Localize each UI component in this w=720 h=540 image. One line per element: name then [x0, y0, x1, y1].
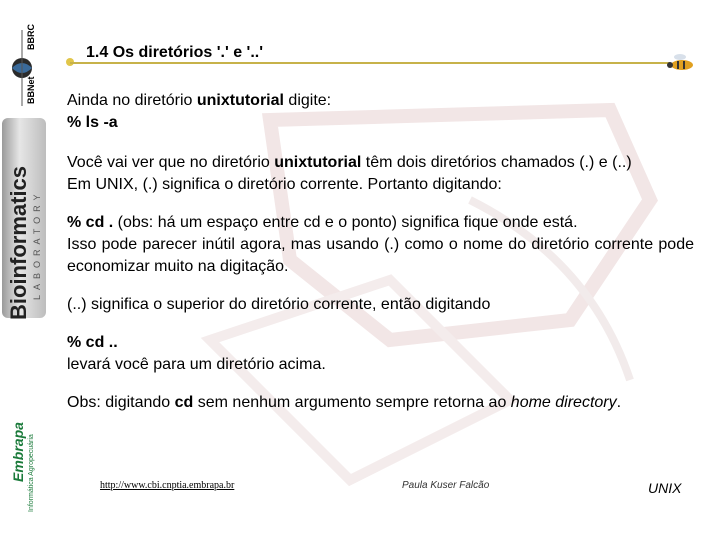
- bioinformatics-label: Bioinformatics: [6, 165, 31, 320]
- intro-line: [67, 90, 694, 112]
- embrapa-sub-label: Informática Agropecuária: [28, 434, 35, 512]
- paragraph-obs: [67, 392, 694, 414]
- obs-bold: cd: [174, 394, 194, 411]
- paragraph-cd-dot: [67, 212, 694, 234]
- command-cd-dot: % cd .: [67, 214, 114, 231]
- paragraph-parent: (..) significa o superior do diretório corrente, então digitando: [67, 296, 491, 313]
- intro-text: Ainda no diretório: [67, 92, 197, 109]
- intro-bold: unixtutorial: [196, 92, 284, 109]
- p2-text-end: têm dois diretórios chamados (.) e (..): [361, 154, 632, 171]
- obs-italic: home directory: [510, 394, 617, 411]
- p2-text: Você vai ver que no diretório: [67, 154, 275, 171]
- obs-text-end: .: [616, 394, 622, 411]
- paragraph-useful: Isso pode parecer inútil agora, mas usando (.) como o nome do diretório corrente pode economizar muito na digitação.: [67, 236, 694, 275]
- footer-author: Paula Kuser Falcão: [402, 480, 490, 491]
- bee-icon: [664, 52, 698, 74]
- obs-text-mid: sem nenhum argumento sempre retorna ao: [193, 394, 511, 411]
- slide-body: [67, 90, 694, 414]
- laboratory-label: LABORATORY: [32, 189, 42, 300]
- slide-title: 1.4 Os diretórios '.' e '..': [86, 44, 264, 61]
- embrapa-logo: [6, 408, 44, 518]
- command-cd-up-text: % cd ..: [67, 334, 118, 351]
- footer-url-link[interactable]: http://www.cbi.cnptia.embrapa.br: [100, 480, 235, 491]
- footer-section: UNIX: [648, 480, 682, 496]
- command-cd-up: [67, 332, 694, 354]
- paragraph-up: levará você para um diretório acima.: [67, 356, 326, 373]
- p2-bold: unixtutorial: [274, 154, 362, 171]
- bioinformatics-logo: [6, 130, 42, 320]
- title-underline: [70, 62, 670, 64]
- bbnet-label: BBNet: [26, 76, 36, 104]
- command-ls-text: % ls -a: [67, 114, 118, 131]
- intro-text-end: digite:: [283, 92, 332, 109]
- obs-text: Obs: digitando: [67, 394, 175, 411]
- bbrc-label: BBRC: [26, 24, 36, 50]
- embrapa-label: Embrapa: [10, 422, 26, 482]
- paragraph-current: Em UNIX, (.) significa o diretório corrente. Portanto digitando:: [67, 176, 502, 193]
- p3-note: (obs: há um espaço entre cd e o ponto) significa fique onde está.: [113, 214, 578, 231]
- logo-sidebar: [0, 0, 48, 540]
- bbrc-logo: [4, 20, 46, 110]
- paragraph-dirs: [67, 152, 694, 174]
- command-ls: [67, 112, 694, 134]
